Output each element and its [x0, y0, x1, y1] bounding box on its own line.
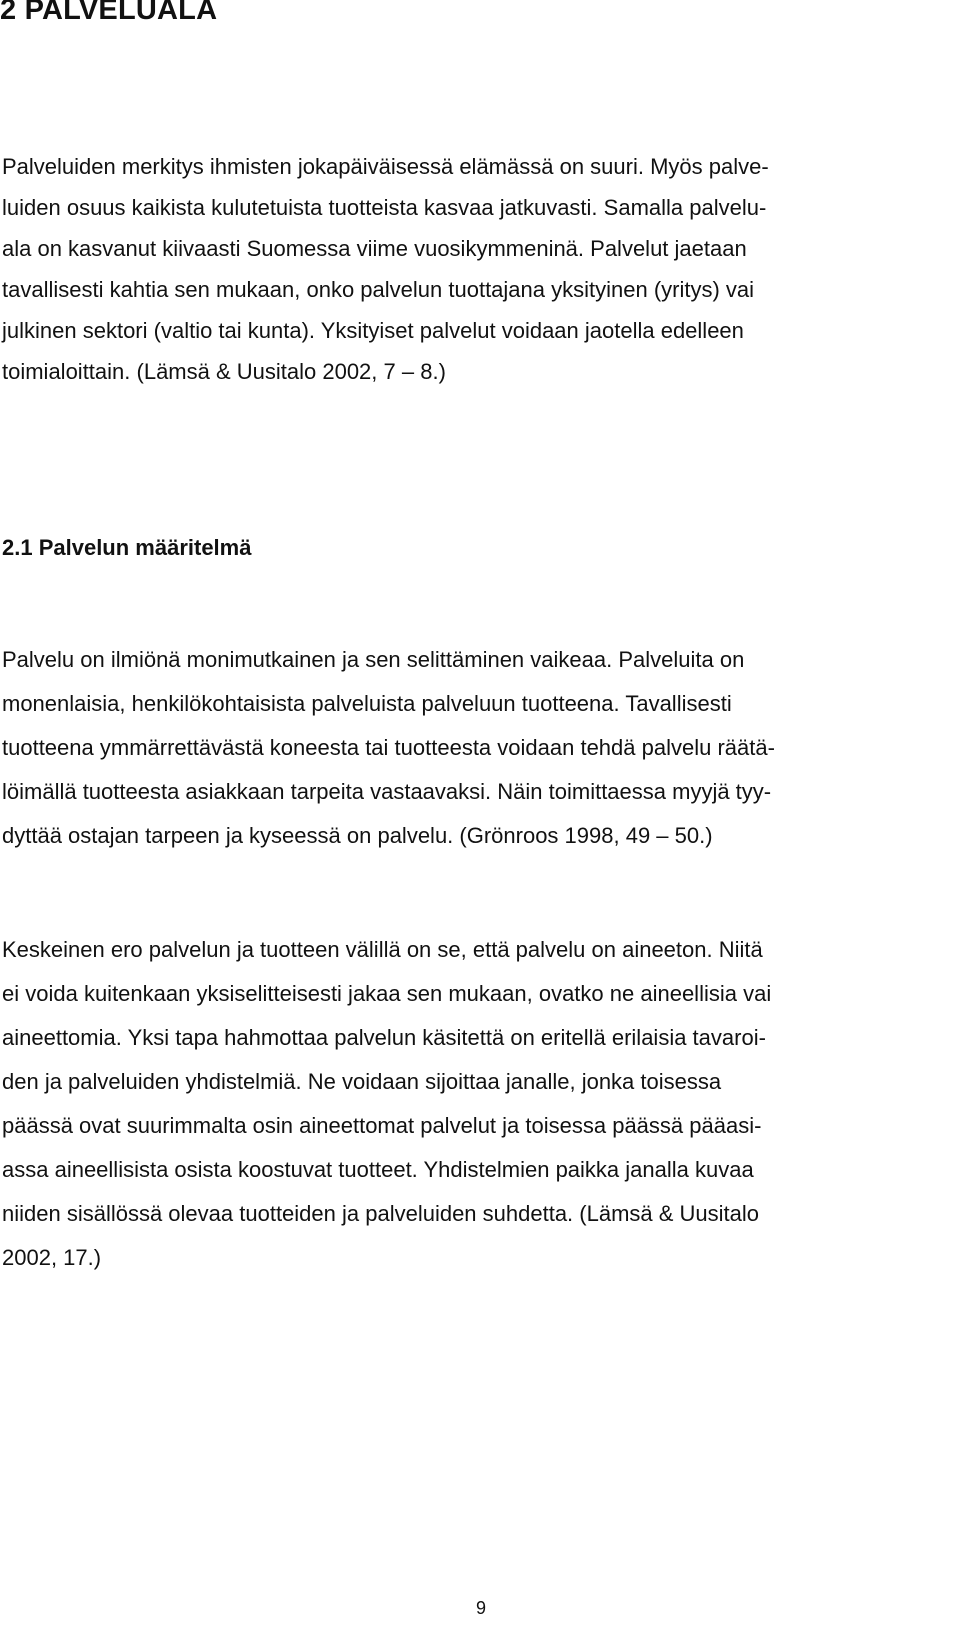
text-line: julkinen sektori (valtio tai kunta). Yksityiset palvelut voidaan jaotella edelleen [2, 318, 744, 343]
definition-paragraph [2, 638, 957, 858]
text-line: tavallisesti kahtia sen mukaan, onko palvelun tuottajana yksityinen (yritys) vai [2, 277, 755, 302]
intro-paragraph [2, 146, 957, 392]
text-line: tuotteena ymmärrettävästä koneesta tai tuotteesta voidaan tehdä palvelu räätä- [2, 735, 775, 760]
text-line: ei voida kuitenkaan yksiselitteisesti jakaa sen mukaan, ovatko ne aineellisia vai [2, 981, 772, 1006]
text-line: dyttää ostajan tarpeen ja kyseessä on palvelu. (Grönroos 1998, 49 – 50.) [2, 823, 713, 848]
text-line: den ja palveluiden yhdistelmiä. Ne voidaan sijoittaa janalle, jonka toisessa [2, 1069, 722, 1094]
text-line: toimialoittain. (Lämsä & Uusitalo 2002, 7 – 8.) [2, 359, 446, 384]
text-line: ala on kasvanut kiivaasti Suomessa viime vuosikymmeninä. Palvelut jaetaan [2, 236, 747, 261]
chapter-heading: 2 PALVELUALA [0, 0, 218, 26]
text-line: assa aineellisista osista koostuvat tuotteet. Yhdistelmien paikka janalla kuvaa [2, 1157, 754, 1182]
text-line: Keskeinen ero palvelun ja tuotteen välillä on se, että palvelu on aineeton. Niitä [2, 937, 763, 962]
text-line: 2002, 17.) [2, 1245, 102, 1270]
text-line: löimällä tuotteesta asiakkaan tarpeita vastaavaksi. Näin toimittaessa myyjä tyy- [2, 779, 772, 804]
text-line: päässä ovat suurimmalta osin aineettomat palvelut ja toisessa päässä pääasi- [2, 1113, 762, 1138]
text-line: niiden sisällössä olevaa tuotteiden ja palveluiden suhdetta. (Lämsä & Uusitalo [2, 1201, 760, 1226]
page-number: 9 [476, 1598, 487, 1618]
text-line: aineettomia. Yksi tapa hahmottaa palvelun käsitettä on eritellä erilaisia tavaroi- [2, 1025, 766, 1050]
text-line: Palveluiden merkitys ihmisten jokapäiväisessä elämässä on suuri. Myös palve- [2, 154, 769, 179]
text-line: monenlaisia, henkilökohtaisista palveluista palveluun tuotteena. Tavallisesti [2, 691, 732, 716]
section-heading: 2.1 Palvelun määritelmä [2, 535, 252, 560]
difference-paragraph [2, 928, 957, 1280]
text-line: Palvelu on ilmiönä monimutkainen ja sen selittäminen vaikeaa. Palveluita on [2, 647, 745, 672]
text-line: luiden osuus kaikista kulutetuista tuotteista kasvaa jatkuvasti. Samalla palvelu- [2, 195, 767, 220]
